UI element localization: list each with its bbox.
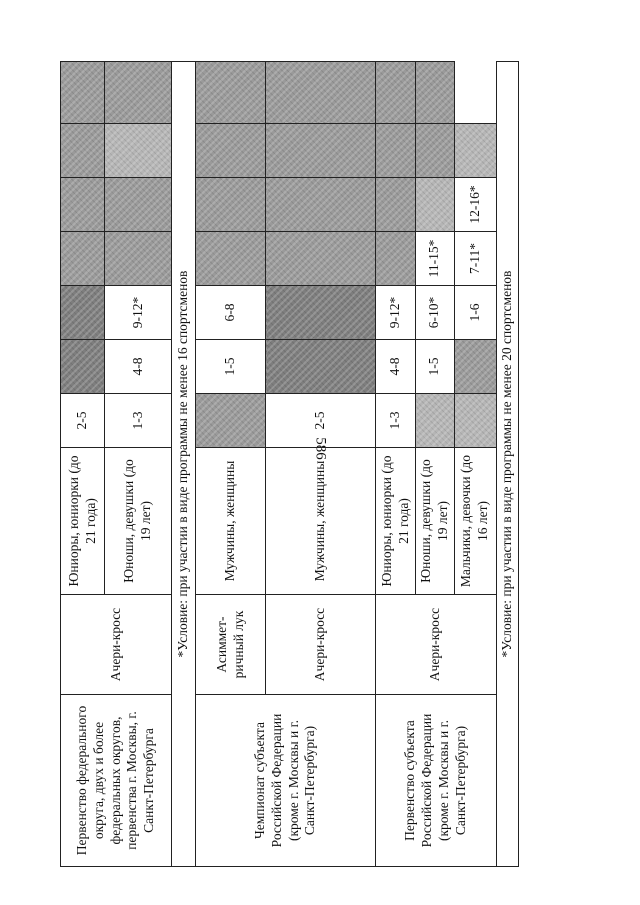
shaded-cell: [105, 62, 172, 124]
competition-cell: Первенство федерального округа, двух и более федеральных округов, первенства г. Москвы, г. Санкт-Петербурга: [61, 695, 172, 867]
shaded-cell: [266, 62, 376, 124]
shaded-cell: [416, 178, 455, 232]
shaded-cell: [454, 394, 496, 448]
shaded-cell: [376, 232, 416, 286]
table-row: [61, 62, 105, 867]
shaded-cell: [416, 124, 455, 178]
place-cell: 12-16*: [454, 178, 496, 232]
place-cell: 1-3: [105, 394, 172, 448]
shaded-cell: [196, 124, 266, 178]
shaded-cell: [266, 232, 376, 286]
table-row: [376, 62, 416, 867]
shaded-cell: [454, 340, 496, 394]
rotated-table-frame: [60, 62, 585, 867]
place-cell: 4-8: [105, 340, 172, 394]
shaded-cell: [196, 178, 266, 232]
shaded-cell: [376, 62, 416, 124]
age-group-cell: Юноши, девушки (до 19 лет): [416, 448, 455, 595]
shaded-cell: [266, 286, 376, 340]
table-row: [196, 62, 266, 867]
shaded-cell: [454, 124, 496, 178]
shaded-cell: [196, 394, 266, 448]
discipline-cell: Ачери-кросс: [376, 595, 497, 695]
age-group-cell: Мужчины, женщины: [196, 448, 266, 595]
place-cell: 1-5: [196, 340, 266, 394]
place-cell: 4-8: [376, 340, 416, 394]
place-cell: 1-5: [416, 340, 455, 394]
age-group-cell: Юноши, девушки (до 19 лет): [105, 448, 172, 595]
condition-note: *Условие: при участии в виде программы не менее 20 спортсменов: [496, 62, 518, 867]
age-group-cell: Мальчики, девочки (до 16 лет): [454, 448, 496, 595]
place-cell: 9-12*: [105, 286, 172, 340]
place-cell: 11-15*: [416, 232, 455, 286]
discipline-cell: Асиммет-ричный лук: [196, 595, 266, 695]
discipline-cell: Ачери-кросс: [266, 595, 376, 695]
shaded-cell: [61, 62, 105, 124]
shaded-cell: [105, 232, 172, 286]
age-group-cell: Мужчины, женщины: [266, 448, 376, 595]
shaded-cell: [61, 286, 105, 340]
shaded-cell: [416, 394, 455, 448]
age-group-cell: Юниоры, юниорки (до 21 года): [61, 448, 105, 595]
place-cell: 9-12*: [376, 286, 416, 340]
rank-requirements-table: [60, 61, 519, 867]
shaded-cell: [61, 124, 105, 178]
note-row: [496, 62, 518, 867]
shaded-cell: [196, 62, 266, 124]
condition-note: *Условие: при участии в виде программы не менее 16 спортсменов: [172, 62, 196, 867]
shaded-cell: [105, 124, 172, 178]
shaded-cell: [376, 124, 416, 178]
competition-cell: Чемпионат субъекта Российской Федерации (кроме г. Москвы и г. Санкт-Петербурга): [196, 695, 376, 867]
shaded-cell: [416, 62, 455, 124]
shaded-cell: [266, 340, 376, 394]
shaded-cell: [266, 178, 376, 232]
shaded-cell: [61, 340, 105, 394]
place-cell: 6-10*: [416, 286, 455, 340]
place-cell: 1-6: [454, 286, 496, 340]
place-cell: 1-3: [376, 394, 416, 448]
age-group-cell: Юниоры, юниорки (до 21 года): [376, 448, 416, 595]
note-row: [172, 62, 196, 867]
place-cell: 6-8: [196, 286, 266, 340]
place-cell: 2-5: [61, 394, 105, 448]
rank-requirements-table-container: [60, 62, 585, 867]
shaded-cell: [61, 178, 105, 232]
competition-cell: Первенство субъекта Российской Федерации (кроме г. Москвы и г. Санкт-Петербурга): [376, 695, 497, 867]
place-cell: 7-11*: [454, 232, 496, 286]
discipline-cell: Ачери-кросс: [61, 595, 172, 695]
page-number: 586: [312, 437, 329, 460]
place-cell: 2-5: [266, 394, 376, 448]
shaded-cell: [196, 232, 266, 286]
shaded-cell: [105, 178, 172, 232]
shaded-cell: [61, 232, 105, 286]
shaded-cell: [266, 124, 376, 178]
shaded-cell: [376, 178, 416, 232]
